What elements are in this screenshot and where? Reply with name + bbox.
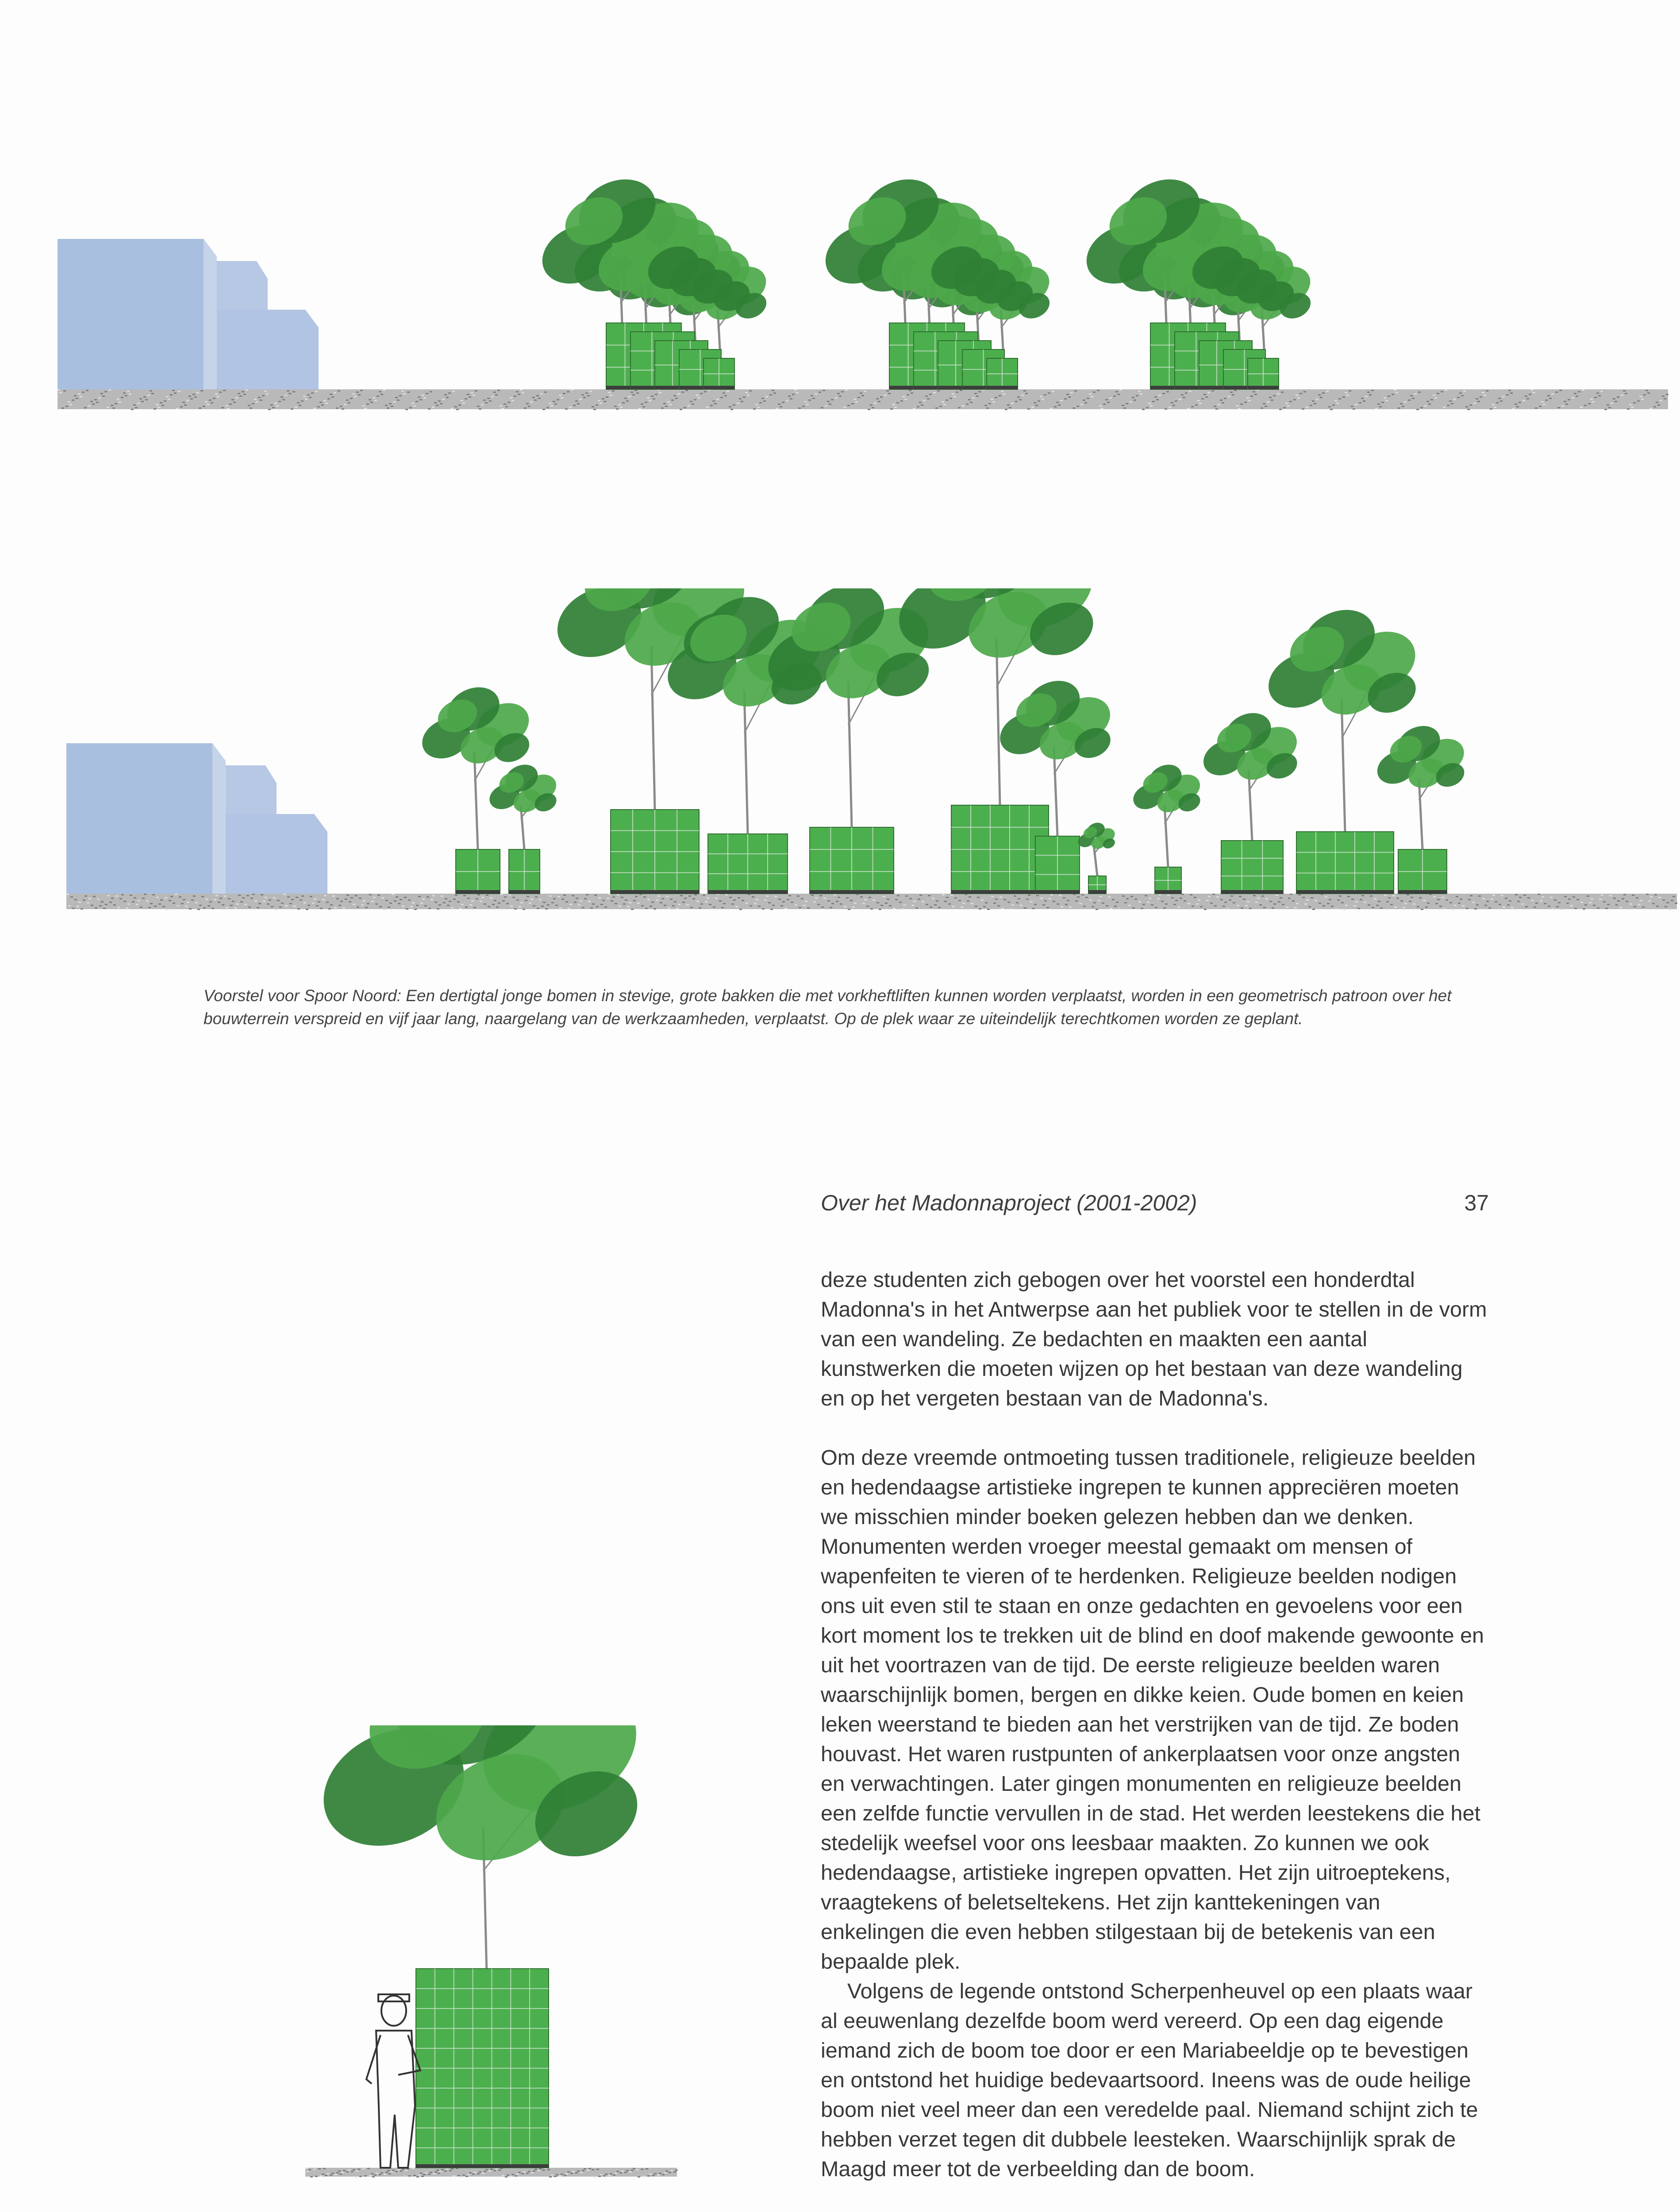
tree-container: [456, 849, 500, 894]
tree: [1260, 599, 1425, 832]
tree-container: [611, 810, 699, 894]
figure-caption: Voorstel voor Spoor Noord: Een dertigtal jonge bomen in stevige, grote bakken die met vorkheftliften kunnen worden verplaatst, worden in een geometrisch patroon over het bouwterrein verspreid en vijf jaar lang, naargelang van de werkzaamheden, verplaatst. Op de plek waar ze uiteindelijk terechtkomen worden ze geplant.: [204, 987, 1452, 1028]
tree-container: [1398, 849, 1447, 894]
body-text: [821, 1265, 1489, 2184]
tree-group: [816, 167, 1055, 389]
tree-group: [1077, 167, 1316, 389]
illustration-middle-row: [0, 588, 1680, 925]
tree: [415, 679, 536, 849]
person: [366, 1994, 420, 2168]
tree-container: [987, 358, 1018, 389]
tree-container: [810, 827, 894, 894]
illustration-person-and-tree: [292, 1725, 690, 2185]
tree: [1129, 760, 1204, 867]
tree-container: [1296, 832, 1394, 894]
tree-container: [708, 834, 788, 894]
section-title: Over het Madonnaproject (2001-2002): [821, 1190, 1197, 1215]
page-number: 37: [1464, 1190, 1489, 1215]
paragraph-2: Om deze vreemde ontmoeting tussen traditionele, religieuze beelden en hedendaagse artistieke ingrepen te kunnen appreciëren moeten we misschien minder boeken gelezen hebben dan we denken. Monumenten werden vroeger meestal gemaakt om mensen of wapenfeiten te vieren of te herdenken. Religieuze beelden nodigen ons uit even stil te staan en onze gedachten en gevoelens voor een kort moment los te trekken uit de blind en doof makende gewoonte en uit het voortrazen van de tijd. De eerste religieuze beelden waren waarschijnlijk bomen, bergen en dikke keien. Oude bomen en keien leken weerstand te bieden aan het verstrijken van de tijd. Ze boden houvast. Het waren rustpunten of ankerplaatsen voor onze angsten en verwachtingen. Later gingen monumenten en religieuze beelden een zelfde functie vervullen in de stad. Het werden leestekens die het stedelijk weefsel voor ons leesbaar maakten. Zo kunnen we ook hedendaagse, artistieke ingrepen opvatten. Het zijn uitroeptekens, vraagtekens of beletseltekens. Het zijn kanttekeningen van enkelingen die even hebben stilgestaan bij de betekenis van een bepaalde plek.: [821, 1446, 1484, 1974]
tree-container: [1155, 867, 1181, 894]
running-header: [821, 1190, 1489, 1216]
tree-container: [509, 849, 540, 894]
tree-container: [1035, 836, 1080, 894]
tree: [1372, 719, 1470, 849]
paragraph-3: Volgens de legende ontstond Scherpenheuvel op een plaats waar al eeuwenlang dezelfde boom werd vereerd. Op een dag eigende iemand zich de boom toe door er een Mariabeeldje op te bevestigen en ontstond het huidige bedevaartsoord. Ineens was de oude heilige boom niet veel meer dan een veredelde paal. Niemand schijnt zich te hebben verzet tegen dit dubbele leesteken. Waarschijnlijk sprak de Maagd meer tot de verbeelding dan de boom.: [821, 1979, 1478, 2181]
tree-container: [416, 1969, 549, 2168]
gravel-ground: [66, 894, 1677, 909]
illustration-top-row: [0, 124, 1680, 442]
tree-container: [704, 358, 734, 389]
tree: [1198, 706, 1303, 841]
tree-group: [533, 167, 772, 389]
tree: [485, 760, 561, 849]
tree-container: [951, 805, 1049, 894]
tree: [1076, 820, 1118, 876]
paragraph-1: deze studenten zich gebogen over het voorstel een honderdtal Madonna's in het Antwerpse aan het publiek voor te stellen in de vorm van een wandeling. Ze bedachten en maakten een aantal kunstwerken die moeten wijzen op het bestaan van deze wandeling en op het vergeten bestaan van de Madonna's.: [821, 1268, 1487, 1410]
tree-container: [1088, 876, 1106, 894]
buildings: [66, 743, 327, 894]
tree: [304, 1725, 657, 1973]
buildings: [58, 239, 319, 389]
tree-container: [1221, 841, 1283, 894]
tree-container: [1248, 358, 1279, 389]
